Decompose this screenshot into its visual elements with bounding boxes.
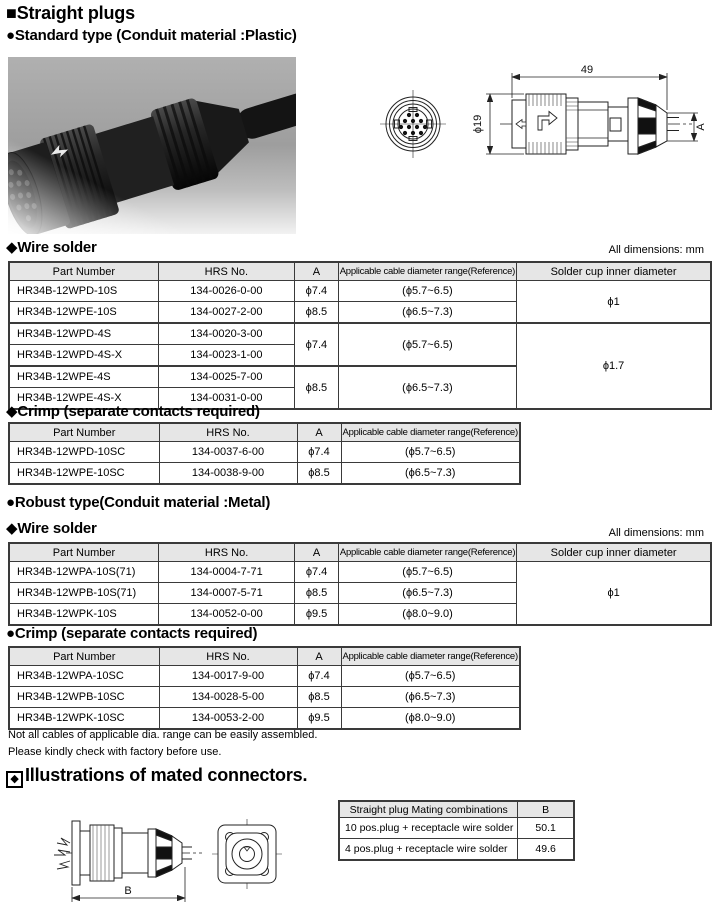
table-cell: ϕ8.5 <box>297 463 341 485</box>
table-cell: 134-0017-9-00 <box>159 666 297 687</box>
column-header: Part Number <box>9 543 158 562</box>
table-row <box>9 562 711 583</box>
heading-standard-type-text: Standard type (Conduit material :Plastic) <box>14 27 297 44</box>
table-cell: (ϕ8.0~9.0) <box>341 708 520 730</box>
table-cell: 134-0028-5-00 <box>159 687 297 708</box>
robust-wire-solder <box>8 542 712 626</box>
mated-connectors-drawing <box>40 795 290 910</box>
standard-crimp <box>8 422 521 485</box>
table-cell: HR34B-12WPE-10SC <box>9 463 159 485</box>
table-cell: 134-0007-5-71 <box>158 583 294 604</box>
table-cell: (ϕ6.5~7.3) <box>341 463 520 485</box>
note-line-2: Please kindly check with factory before use. <box>8 746 222 758</box>
table-cell: HR34B-12WPD-10SC <box>9 442 159 463</box>
table-cell: 49.6 <box>518 839 574 861</box>
table-cell: (ϕ5.7~6.5) <box>341 666 520 687</box>
dimension-drawing <box>360 60 710 188</box>
heading-crimp-standard-text: Crimp (separate contacts required) <box>17 403 260 420</box>
table-cell: 134-0020-3-00 <box>158 323 294 345</box>
column-header: B <box>518 801 574 818</box>
heading-crimp-robust <box>6 625 257 642</box>
column-header: Applicable cable diameter range(Reference) <box>338 543 516 562</box>
table-cell: 134-0053-2-00 <box>159 708 297 730</box>
table-cell: ϕ7.4 <box>297 442 341 463</box>
column-header: A <box>295 262 339 281</box>
heading-crimp-robust-text: Crimp (separate contacts required) <box>14 625 258 642</box>
page-title <box>6 3 135 24</box>
mating-combinations <box>338 800 575 861</box>
table-cell: ϕ8.5 <box>297 687 341 708</box>
table-cell: HR34B-12WPD-10S <box>9 281 158 302</box>
header-row <box>9 543 711 562</box>
table-row <box>9 708 520 730</box>
table-cell: (ϕ6.5~7.3) <box>338 302 516 324</box>
all-dimensions-note: All dimensions: mm <box>608 244 704 256</box>
standard-wire-solder <box>8 261 712 410</box>
column-header: HRS No. <box>158 262 294 281</box>
column-header: Applicable cable diameter range(Reference) <box>341 647 520 666</box>
table-cell: HR34B-12WPA-10S(71) <box>9 562 158 583</box>
column-header: HRS No. <box>158 543 294 562</box>
column-header: A <box>297 423 341 442</box>
side-view <box>500 94 692 154</box>
table-row <box>9 666 520 687</box>
heading-robust-type-text: Robust type(Conduit material :Metal) <box>14 494 271 511</box>
dim-length-label: 49 <box>580 64 594 76</box>
table-cell: ϕ9.5 <box>297 708 341 730</box>
all-dimensions-note: All dimensions: mm <box>608 527 704 539</box>
header-row <box>9 423 520 442</box>
table-cell: (ϕ6.5~7.3) <box>338 366 516 409</box>
heading-wire-solder-standard-text: Wire solder <box>17 239 97 256</box>
table-cell: HR34B-12WPE-10S <box>9 302 158 324</box>
table-cell: (ϕ5.7~6.5) <box>338 323 516 366</box>
table-cell: (ϕ5.7~6.5) <box>338 562 516 583</box>
header-row <box>9 262 711 281</box>
column-header: Part Number <box>9 423 159 442</box>
heading-crimp-standard <box>6 402 260 420</box>
table-cell: 134-0037-6-00 <box>159 442 297 463</box>
table-row <box>9 463 520 485</box>
standard-crimp-table <box>8 422 521 485</box>
table-cell: (ϕ6.5~7.3) <box>341 687 520 708</box>
front-view <box>380 90 446 158</box>
header-row <box>339 801 574 818</box>
diamond-bullet-icon: ◆ <box>6 239 18 256</box>
diamond-bullet-icon: ◆ <box>6 520 18 537</box>
dim-a-label: A <box>695 123 707 131</box>
column-header: Applicable cable diameter range(Reference) <box>338 262 516 281</box>
table-cell: (ϕ8.0~9.0) <box>338 604 516 626</box>
table-cell: HR34B-12WPD-4S-X <box>9 345 158 367</box>
table-cell: 50.1 <box>518 818 574 839</box>
table-cell: ϕ1 <box>517 562 711 626</box>
pigtail-wires <box>54 838 70 869</box>
table-cell: HR34B-12WPK-10S <box>9 604 158 626</box>
table-cell: ϕ9.5 <box>295 604 339 626</box>
column-header: A <box>295 543 339 562</box>
column-header: Part Number <box>9 647 159 666</box>
table-cell: ϕ7.4 <box>295 281 339 302</box>
table-cell: (ϕ5.7~6.5) <box>338 281 516 302</box>
column-header: A <box>297 647 341 666</box>
heading-standard-type <box>6 27 297 44</box>
table-row <box>339 839 574 861</box>
circle-bullet-icon: ● <box>6 625 15 642</box>
table-cell: ϕ7.4 <box>295 323 339 366</box>
robust-wire-solder-table <box>8 542 712 626</box>
table-cell: 134-0052-0-00 <box>158 604 294 626</box>
table-cell: ϕ8.5 <box>295 366 339 409</box>
column-header: Solder cup inner diameter <box>517 262 711 281</box>
boxed-diamond-bullet-icon: ◆ <box>6 771 23 788</box>
connector-photo <box>8 57 296 234</box>
heading-wire-solder-robust-text: Wire solder <box>17 520 97 537</box>
table-cell: 134-0038-9-00 <box>159 463 297 485</box>
table-cell: 134-0027-2-00 <box>158 302 294 324</box>
table-cell: HR34B-12WPE-4S <box>9 366 158 388</box>
table-cell: 134-0026-0-00 <box>158 281 294 302</box>
table-cell: ϕ8.5 <box>295 302 339 324</box>
table-cell: 134-0004-7-71 <box>158 562 294 583</box>
note-line-1: Not all cables of applicable dia. range can be easily assembled. <box>8 729 318 741</box>
page-title-text: Straight plugs <box>16 3 135 23</box>
column-header: HRS No. <box>159 423 297 442</box>
heading-illustrations <box>6 765 307 788</box>
table-cell: ϕ7.4 <box>295 562 339 583</box>
table-cell: HR34B-12WPD-4S <box>9 323 158 345</box>
mated-side-view <box>54 821 202 885</box>
robust-crimp <box>8 646 521 730</box>
dim-diameter-label: ϕ19 <box>472 114 484 134</box>
table-cell: ϕ8.5 <box>295 583 339 604</box>
table-cell: 4 pos.plug + receptacle wire solder <box>339 839 518 861</box>
table-cell: (ϕ6.5~7.3) <box>338 583 516 604</box>
column-header: Straight plug Mating combinations <box>339 801 518 818</box>
table-row <box>9 281 711 302</box>
circle-bullet-icon: ● <box>6 494 15 511</box>
dim-b-label: B <box>124 885 132 897</box>
table-row <box>9 687 520 708</box>
table-row <box>9 442 520 463</box>
table-cell: HR34B-12WPA-10SC <box>9 666 159 687</box>
table-cell: HR34B-12WPK-10SC <box>9 708 159 730</box>
table-cell: 134-0025-7-00 <box>158 366 294 388</box>
table-row <box>9 323 711 345</box>
table-cell: HR34B-12WPB-10S(71) <box>9 583 158 604</box>
mating-combinations-table <box>338 800 575 861</box>
photo-highlight <box>8 57 296 234</box>
flange-front-view <box>212 819 282 889</box>
column-header: Solder cup inner diameter <box>517 543 711 562</box>
column-header: Applicable cable diameter range(Reference) <box>341 423 520 442</box>
table-cell: HR34B-12WPB-10SC <box>9 687 159 708</box>
table-cell: 134-0031-0-00 <box>158 388 294 410</box>
column-header: HRS No. <box>159 647 297 666</box>
table-row <box>339 818 574 839</box>
table-cell: 10 pos.plug + receptacle wire solder <box>339 818 518 839</box>
diamond-bullet-icon: ◆ <box>6 403 18 420</box>
table-cell: ϕ1 <box>517 281 711 324</box>
standard-wire-solder-table <box>8 261 712 410</box>
table-cell: ϕ7.4 <box>297 666 341 687</box>
circle-bullet-icon: ● <box>6 27 15 44</box>
heading-robust-type <box>6 494 270 511</box>
heading-illustrations-text: Illustrations of mated connectors. <box>25 765 308 785</box>
table-cell: HR34B-12WPE-4S-X <box>9 388 158 410</box>
column-header: Part Number <box>9 262 158 281</box>
robust-crimp-table <box>8 646 521 730</box>
header-row <box>9 647 520 666</box>
square-bullet-icon: ■ <box>6 3 17 23</box>
table-cell: (ϕ5.7~6.5) <box>341 442 520 463</box>
table-cell: ϕ1.7 <box>517 323 711 409</box>
table-cell: 134-0023-1-00 <box>158 345 294 367</box>
